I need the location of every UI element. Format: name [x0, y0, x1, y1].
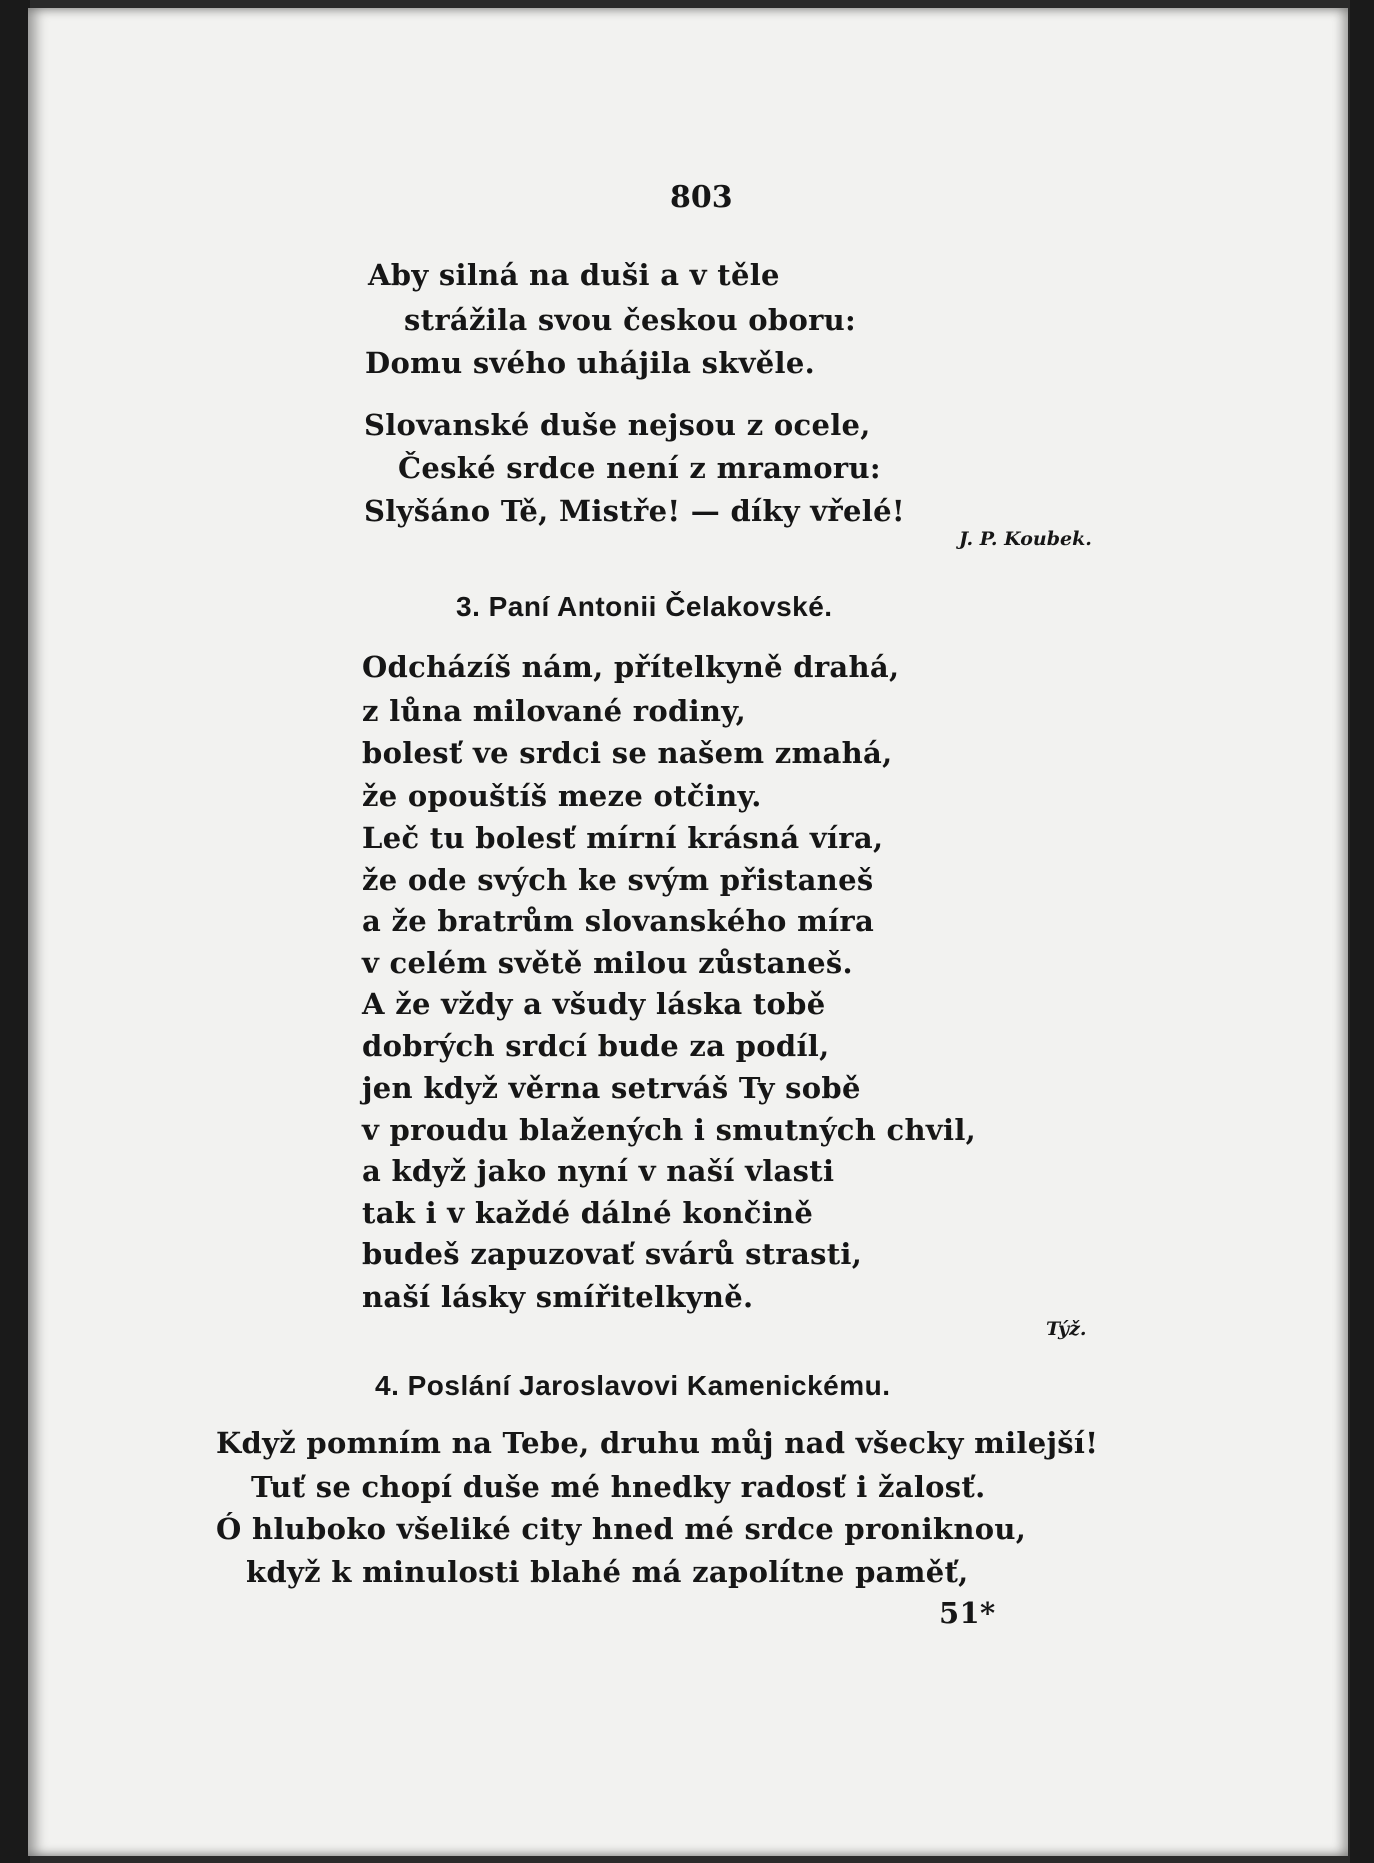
- verse-line: Tuť se chopí duše mé hnedky radosť i žalosť.: [251, 1470, 986, 1504]
- verse-line: Když pomním na Tebe, druhu můj nad všecky milejší!: [216, 1426, 1099, 1460]
- book-page: [28, 8, 1348, 1856]
- poem-heading: 4. Poslání Jaroslavovi Kamenickému.: [375, 1370, 891, 1401]
- verse-line: Leč tu bolesť mírní krásná víra,: [362, 821, 884, 855]
- verse-line: v celém světě milou zůstaneš.: [362, 946, 853, 980]
- verse-line: A že vždy a všudy láska tobě: [362, 987, 826, 1021]
- signature-mark: 51*: [939, 1596, 996, 1630]
- verse-line: tak i v každé dálné končině: [362, 1196, 814, 1230]
- verse-line: Slyšáno Tě, Mistře! — díky vřelé!: [364, 494, 905, 528]
- verse-line: strážila svou českou oboru:: [404, 303, 857, 337]
- verse-line: Domu svého uhájila skvěle.: [365, 346, 815, 380]
- verse-line: budeš zapuzovať svárů strasti,: [362, 1237, 863, 1271]
- author-signature: Týž.: [1046, 1318, 1087, 1340]
- verse-line: jen když věrna setrváš Ty sobě: [362, 1071, 861, 1105]
- verse-line: České srdce není z mramoru:: [398, 451, 881, 485]
- verse-line: Slovanské duše nejsou z ocele,: [364, 408, 871, 442]
- verse-line: že opouštíš meze otčiny.: [362, 779, 762, 813]
- author-signature: J. P. Koubek.: [959, 528, 1092, 550]
- verse-line: v proudu blažených i smutných chvil,: [362, 1113, 977, 1147]
- poem-heading: 3. Paní Antonii Čelakovské.: [456, 591, 833, 622]
- verse-line: naší lásky smířitelkyně.: [362, 1280, 754, 1314]
- scan-border-left: [0, 0, 30, 1863]
- verse-line: že ode svých ke svým přistaneš: [362, 863, 874, 897]
- verse-line: z lůna milované rodiny,: [362, 694, 747, 728]
- verse-line: dobrých srdcí bude za podíl,: [362, 1029, 830, 1063]
- verse-line: a že bratrům slovanského míra: [362, 904, 875, 938]
- verse-line: Odcházíš nám, přítelkyně drahá,: [362, 650, 900, 684]
- page-number: 803: [670, 180, 733, 215]
- verse-line: když k minulosti blahé má zapolítne paměť,: [246, 1555, 969, 1589]
- verse-line: Aby silná na duši a v těle: [368, 258, 780, 292]
- verse-line: a když jako nyní v naší vlasti: [362, 1154, 835, 1188]
- verse-line: bolesť ve srdci se našem zmahá,: [362, 736, 893, 770]
- scan-border-right: [1350, 0, 1374, 1863]
- verse-line: Ó hluboko všeliké city hned mé srdce proniknou,: [216, 1512, 1027, 1546]
